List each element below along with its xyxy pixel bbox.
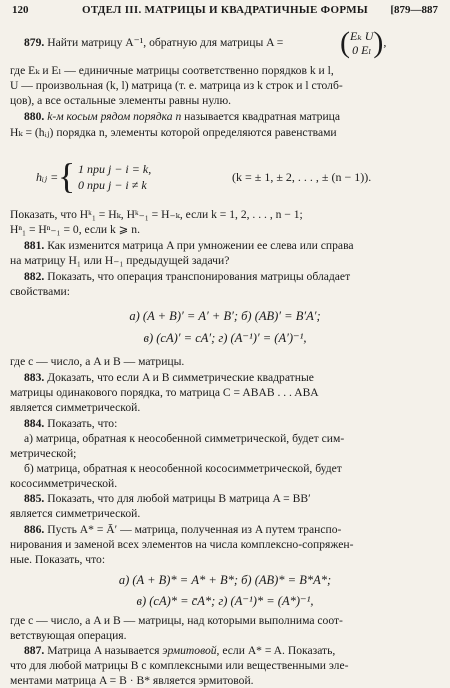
problem-number: 887.	[24, 644, 45, 657]
formula-lhs: hᵢⱼ =	[36, 170, 59, 184]
text-line: Hₖ = (hᵢⱼ) порядка n, элементы которой определяются равенствами	[10, 126, 337, 139]
problem-range: [879—887	[390, 4, 438, 16]
text-line: кососимметрической.	[10, 477, 118, 490]
matrix-row: Eₖ U	[350, 29, 374, 43]
problem-883-line-1: 883. Доказать, что если A и B симметрические квадратные	[24, 371, 314, 384]
display-formula: в) (cA)* = c̄A*; г) (A⁻¹)* = (A*)⁻¹,	[136, 594, 314, 608]
running-header	[10, 4, 440, 18]
problem-number: 883.	[24, 371, 45, 384]
case-row: 0 при j − i ≠ k	[78, 178, 147, 192]
page-number: 120	[12, 4, 29, 16]
problem-884-line-1: 884. Показать, что:	[24, 417, 118, 430]
text-line: где Eₖ и Eₗ — единичные матрицы соответственно порядков k и l,	[10, 64, 334, 77]
problem-number: 886.	[24, 523, 45, 536]
text-line: б) матрица, обратная к неособенной кососимметрической, будет	[24, 462, 342, 475]
text-line: нирования и заменой всех элементов на числа комплексно-сопряжен-	[10, 538, 354, 551]
text-line: Hⁿ₁ = Hⁿ₋₁ = 0, если k ⩾ n.	[10, 223, 140, 236]
text-line: является симметрической.	[10, 507, 141, 520]
text-line: Показать, что Hᵏ₁ = Hₖ, Hᵏ₋₁ = H₋ₖ, если k = 1, 2, . . . , n − 1;	[10, 208, 303, 221]
problem-881-line-1: 881. Как изменится матрица A при умножении ее слева или справа	[24, 239, 354, 252]
text-line: что для любой матрицы B с комплексными или вещественными эле-	[10, 659, 349, 672]
problem-887-line-1: 887. Матрица A называется эрмитовой, если A* = A. Показать,	[24, 644, 336, 657]
case-row: 1 при j − i = k,	[78, 162, 152, 176]
problem-number: 885.	[24, 492, 45, 505]
text-line: свойствами:	[10, 285, 70, 298]
text-line: ветствующая операция.	[10, 629, 127, 642]
term-italic: k-м косым рядом порядка n	[47, 110, 182, 123]
problem-number: 882.	[24, 270, 45, 283]
display-formula: а) (A + B)* = A* + B*; б) (AB)* = B*A*;	[118, 573, 332, 587]
display-formula: в) (cA)′ = cA′; г) (A⁻¹)′ = (A′)⁻¹,	[143, 331, 307, 345]
problem-880-line-1: 880. k-м косым рядом порядка n называется квадратная матрица	[24, 110, 341, 123]
problem-882-line-1: 882. Показать, что операция транспонирования матрицы обладает	[24, 270, 351, 283]
text-line: ментами матрица A = B · B* является эрмитовой.	[10, 674, 254, 687]
problem-number: 879.	[24, 36, 45, 49]
block-matrix: (Eₖ U 0 Eₗ),	[340, 26, 387, 59]
text-line: ные. Показать, что:	[10, 553, 106, 566]
text-line: матрицы одинакового порядка, то матрица C = ABAB . . . ABA	[10, 386, 319, 399]
text-line: а) матрица, обратная к неособенной симметрической, будет сим-	[24, 432, 345, 445]
problem-number: 880.	[24, 110, 45, 123]
problem-885-line-1: 885. Показать, что для любой матрицы B матрица A = BB′	[24, 492, 311, 505]
matrix-row: 0 Eₗ	[352, 43, 372, 57]
text-line: U — произвольная (k, l) матрица (т. е. матрица из k строк и l столб-	[10, 79, 343, 92]
term-italic: эрмитовой	[162, 644, 217, 657]
problem-886-line-1: 886. Пусть A* = Ā′ — матрица, полученная из A путем транспо-	[24, 523, 342, 536]
problem-number: 884.	[24, 417, 45, 430]
text-line: где c — число, а A и B — матрицы, над которыми выполнима соот-	[10, 614, 343, 627]
section-title: ОТДЕЛ III. МАТРИЦЫ И КВАДРАТИЧНЫЕ ФОРМЫ	[82, 4, 368, 16]
problem-text: Найти матрицу A⁻¹, обратную для матрицы A =	[47, 36, 284, 49]
display-formula: а) (A + B)′ = A′ + B′; б) (AB)′ = B′A′;	[129, 309, 321, 323]
text-line: цов), а все остальные элементы равны нулю.	[10, 94, 232, 107]
text-line: где c — число, а A и B — матрицы.	[10, 355, 185, 368]
text-line: метрической;	[10, 447, 77, 460]
text-line: на матрицу H₁ или H₋₁ предыдущей задачи?	[10, 254, 230, 267]
text-line: является симметрической.	[10, 401, 141, 414]
formula-condition: (k = ± 1, ± 2, . . . , ± (n − 1)).	[232, 170, 372, 184]
problem-number: 881.	[24, 239, 45, 252]
left-brace: {	[58, 156, 76, 196]
